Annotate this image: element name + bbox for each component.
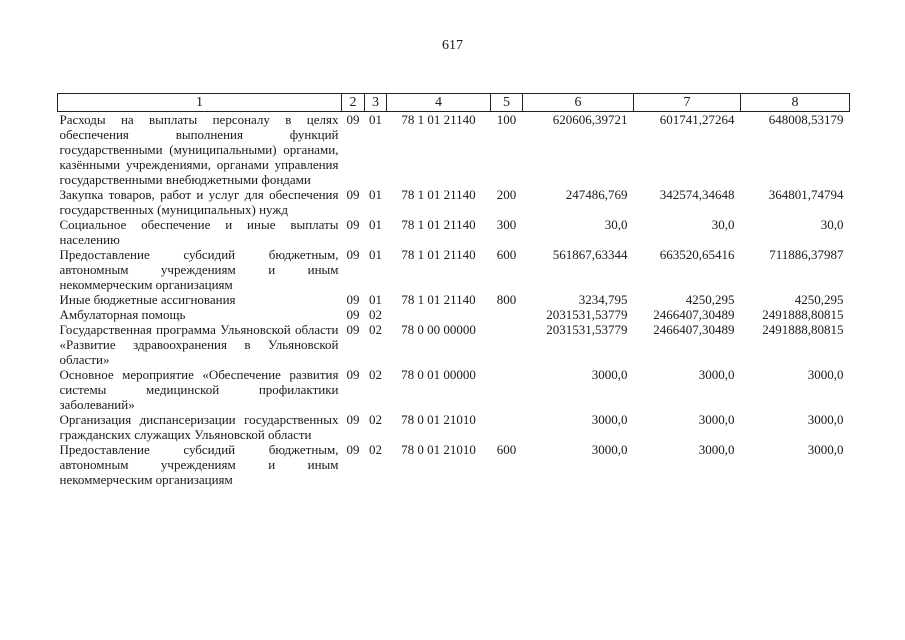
row-amount-8: 2491888,80815: [762, 322, 844, 337]
row-target-code: 78 1 01 21140: [401, 187, 476, 202]
row-expense-type: [491, 322, 523, 367]
budget-table: [57, 93, 850, 487]
row-expense-type: 800: [496, 292, 517, 307]
row-amount-6: 247486,769: [565, 187, 628, 202]
row-amount-7: 4250,295: [685, 292, 735, 307]
table-row: [58, 322, 850, 367]
row-name: Основное мероприятие «Обеспечение развития системы медицинской профилактики заболеваний»: [59, 367, 339, 412]
table-row: [58, 442, 850, 487]
header-col-1: 1: [58, 94, 342, 112]
row-subsection: 01: [369, 217, 382, 232]
header-col-4: 4: [387, 94, 491, 112]
row-amount-7: 601741,27264: [659, 112, 735, 127]
row-subsection: 02: [369, 307, 382, 322]
row-section: 09: [346, 412, 360, 427]
row-amount-7: 3000,0: [698, 442, 735, 457]
row-target-code: 78 0 00 00000: [401, 322, 476, 337]
row-amount-7: 3000,0: [698, 412, 735, 427]
row-expense-type: 600: [496, 247, 517, 262]
row-subsection: 01: [369, 112, 382, 127]
row-name: Предоставление субсидий бюджетным, автономным учреждениям и иным некоммерческим организациям: [59, 247, 339, 292]
table-row: [58, 187, 850, 217]
table-row: [58, 112, 850, 188]
row-subsection: 02: [369, 442, 382, 457]
row-amount-6: 561867,63344: [552, 247, 628, 262]
row-target-code: 78 1 01 21140: [401, 217, 476, 232]
row-target-code: 78 1 01 21140: [401, 292, 476, 307]
row-target-code: 78 0 01 21010: [401, 412, 476, 427]
row-expense-type: 100: [496, 112, 517, 127]
row-amount-7: 2466407,30489: [653, 307, 735, 322]
header-col-8: 8: [741, 94, 850, 112]
table-row: [58, 367, 850, 412]
row-target-code: 78 1 01 21140: [401, 247, 476, 262]
table-row: [58, 412, 850, 442]
row-section: 09: [346, 187, 360, 202]
row-name: Предоставление субсидий бюджетным, автономным учреждениям и иным некоммерческим организациям: [59, 442, 339, 487]
row-name: Социальное обеспечение и иные выплаты населению: [59, 217, 339, 247]
table-row: [58, 217, 850, 247]
row-target-code: 78 0 01 00000: [401, 367, 476, 382]
page-number: 617: [442, 38, 463, 53]
row-section: 09: [346, 217, 360, 232]
row-section: 09: [346, 442, 360, 457]
row-amount-8: 3000,0: [807, 412, 844, 427]
row-amount-7: 30,0: [711, 217, 735, 232]
row-subsection: 01: [369, 292, 382, 307]
table-row: [58, 307, 850, 322]
row-section: 09: [346, 247, 360, 262]
row-name: Организация диспансеризации государственных гражданских служащих Ульяновской области: [59, 412, 339, 442]
row-amount-7: 3000,0: [698, 367, 735, 382]
row-amount-6: 3234,795: [578, 292, 628, 307]
row-amount-6: 620606,39721: [552, 112, 628, 127]
row-expense-type: 600: [496, 442, 517, 457]
row-name: Иные бюджетные ассигнования: [59, 292, 236, 307]
row-expense-type: 300: [496, 217, 517, 232]
row-amount-8: 711886,37987: [769, 247, 844, 262]
table-row: [58, 292, 850, 307]
row-section: 09: [346, 367, 360, 382]
row-expense-type: [491, 412, 523, 442]
row-amount-6: 3000,0: [591, 412, 628, 427]
row-amount-8: 2491888,80815: [762, 307, 844, 322]
header-row: [58, 94, 850, 112]
row-name: Амбулаторная помощь: [59, 307, 186, 322]
row-amount-6: 30,0: [604, 217, 628, 232]
table-body: [58, 112, 850, 488]
row-subsection: 01: [369, 247, 382, 262]
row-amount-7: 2466407,30489: [653, 322, 735, 337]
row-amount-6: 2031531,53779: [546, 307, 628, 322]
row-amount-8: 4250,295: [794, 292, 844, 307]
row-amount-8: 30,0: [820, 217, 844, 232]
row-target-code: 78 1 01 21140: [401, 112, 476, 127]
row-section: 09: [346, 322, 360, 337]
row-name: Закупка товаров, работ и услуг для обеспечения государственных (муниципальных) нужд: [59, 187, 339, 217]
row-section: 09: [346, 112, 360, 127]
row-target-code: [387, 307, 491, 322]
row-name: Расходы на выплаты персоналу в целях обеспечения выполнения функций государственными (муниципальными) органами, казёнными учреждениями, органами управления государственными внебюджетными фондами: [59, 112, 339, 187]
row-amount-8: 3000,0: [807, 367, 844, 382]
header-col-7: 7: [634, 94, 741, 112]
row-expense-type: [491, 367, 523, 412]
row-amount-8: 3000,0: [807, 442, 844, 457]
row-amount-6: 3000,0: [591, 367, 628, 382]
row-subsection: 02: [369, 322, 382, 337]
row-subsection: 01: [369, 187, 382, 202]
row-expense-type: [491, 307, 523, 322]
header-col-6: 6: [523, 94, 634, 112]
row-section: 09: [346, 307, 360, 322]
row-amount-7: 663520,65416: [659, 247, 735, 262]
row-amount-8: 364801,74794: [768, 187, 844, 202]
row-section: 09: [346, 292, 360, 307]
header-col-3: 3: [365, 94, 387, 112]
row-amount-7: 342574,34648: [659, 187, 735, 202]
row-amount-8: 648008,53179: [768, 112, 844, 127]
header-col-2: 2: [342, 94, 365, 112]
row-subsection: 02: [369, 367, 382, 382]
row-name: Государственная программа Ульяновской области «Развитие здравоохранения в Ульяновской области»: [59, 322, 339, 367]
row-amount-6: 3000,0: [591, 442, 628, 457]
row-subsection: 02: [369, 412, 382, 427]
table-header: [58, 94, 850, 112]
header-col-5: 5: [491, 94, 523, 112]
row-amount-6: 2031531,53779: [546, 322, 628, 337]
table-row: [58, 247, 850, 292]
row-target-code: 78 0 01 21010: [401, 442, 476, 457]
row-expense-type: 200: [496, 187, 517, 202]
